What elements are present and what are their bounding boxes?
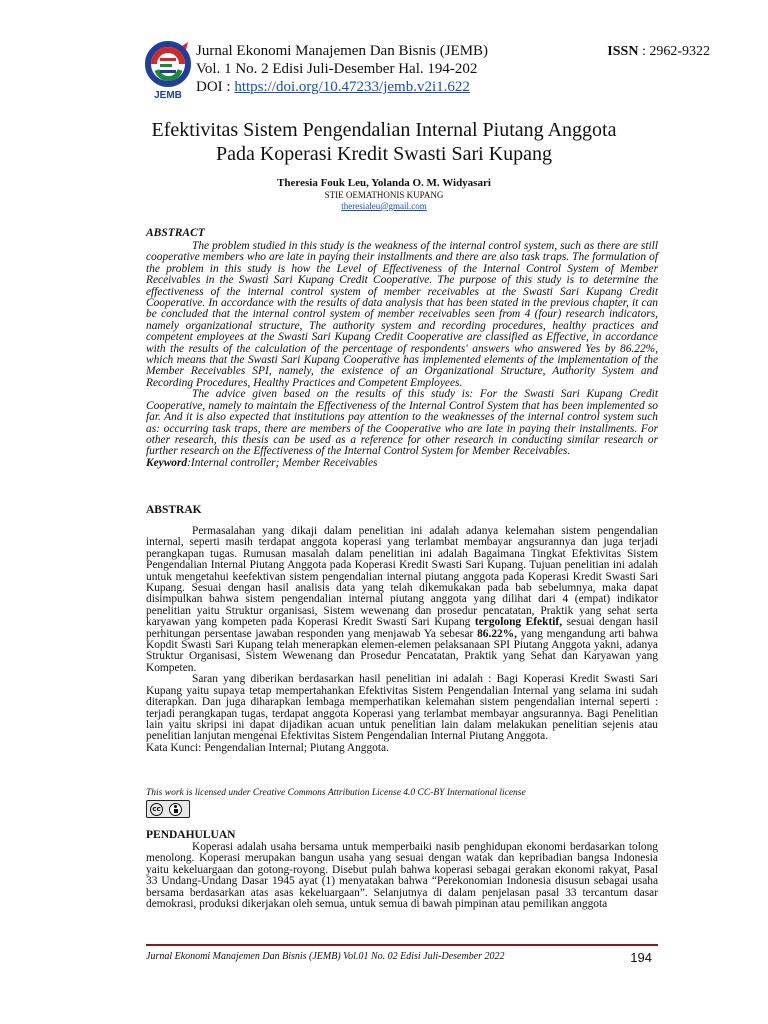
pendahuluan-paragraph-1: Koperasi adalah usaha bersama untuk memperbaiki nasib penghidupan ekonomi berdasarkan tolong menolong. Koperasi merupakan bangun usaha yang sesuai dengan watak dan kepribadian bangsa Indonesia yaitu kekeluargaan dan gotong-royong. Disebut pulah bahwa koperasi sebagai gerakan ekonomi rakyat, Pasal 33 Undang-Undang Dasar 1945 ayat (1) menyatakan bahwa “Perekonomian Indonesia disusun sebagai usaha bersama berdasarkan atas asas kekeluargaan”. Selanjutnya di dalam penjelasan pasal 33 tercantum dasar demokrasi, produksi dikerjakan oleh semua, untuk semua di bawah pimpinan atau pemilikan anggota [146, 841, 658, 911]
abstract-body [146, 241, 658, 469]
abstrak-heading: ABSTRAK [146, 504, 202, 516]
doi-link[interactable]: https://doi.org/10.47233/jemb.v2i1.622 [234, 79, 470, 95]
abstrak-p1-part-c: yang mengandung arti bahwa Kopdit Swasti Sari Kupang telah menerapkan elemen-elemen pelaksanaan SPI Piutang Anggota yakni, adanya Struktur Organisasi, Sistem Wewenang dan Prosedur Pencatatan, Praktik yang Sehat dan Karyawan yang Kompeten. [146, 627, 659, 674]
abstrak-paragraph-2: Saran yang diberikan berdasarkan hasil penelitian ini adalah : Bagi Koperasi Kredit Swasti Sari Kupang yaitu supaya tetap mempertahankan Efektivitas Sistem Pengendalian Internal yang selama ini sudah diterapkan. Dan juga diharapkan lembaga memperhatikan kelemahan sistem pengendalian internal seperti : terjadi perangkapan tugas, terdapat anggota Koperasi yang terlambat membayar angsurannya. Bagi Penelitian lain yaitu skripsi ini dapat dijadikan acuan untuk penelitian lain dalam melakukan penelitian sejenis atau penelitian lanjutan mengenai Efektivitas Sistem Pengendalian Internal Piutang Anggota. [146, 673, 658, 743]
paper-title [100, 118, 668, 166]
logo-text: JEMB [154, 90, 182, 101]
pendahuluan-body [146, 842, 658, 910]
abstrak-paragraph-1 [146, 526, 658, 674]
jemb-logo [144, 40, 192, 102]
abstract-paragraph-1: The problem studied in this study is the weakness of the internal control system, such as there are still cooperative members who are late in paying their installments and there are also task traps. The formulation of the problem in this study is how the Level of Effectiveness of the Internal Control System of Member Receivables in the Swasti Sari Kupang Credit Cooperative. The purpose of this study is to determine the effectiveness of the internal control system of member receivables at the Swasti Sari Kupang Credit Cooperative. In accordance with the results of data analysis that has been stated in the previous chapter, it can be concluded that the internal control system of member receivables seen from 4 (four) research indicators, namely organizational structure, The authority system and recording procedures, healthy practices and competent employees at the Swasti Sari Kupang Credit Cooperative are classified as Effective, in accordance with the results of the calculation of the percentage of respondents' answers who answered Yes by 86.22%, which means that the Swasti Sari Kupang Cooperative has implemented elements of the implementation of the Member Receivables SPI, namely, the existence of an Organizational Structure, Authority System and Recording Procedures, Healthy Practices and Competent Employees. [146, 240, 658, 389]
authors: Theresia Fouk Leu, Yolanda O. M. Widyasari [277, 177, 491, 189]
footer-rule [146, 944, 658, 946]
author-email[interactable] [100, 201, 668, 211]
issn-label: ISSN [607, 44, 639, 59]
abstrak-p1-bold-1: tergolong Efektif, [474, 616, 563, 629]
title-line-2: Pada Koperasi Kredit Swasti Sari Kupang [215, 143, 553, 165]
license-text: This work is licensed under Creative Commons Attribution License 4.0 CC-BY International license [146, 788, 526, 798]
journal-name: Jurnal Ekonomi Manajemen Dan Bisnis (JEMB) [196, 43, 489, 59]
abstrak-keywords: Kata Kunci: Pengendalian Internal; Piutang Anggota. [146, 741, 389, 754]
title-line-1: Efektivitas Sistem Pengendalian Internal Piutang Anggota [151, 119, 617, 141]
affiliation: STIE OEMATHONIS KUPANG [324, 190, 444, 200]
keyword-value: :Internal controller; Member Receivables [187, 456, 378, 469]
abstrak-p1-part-a: Permasalahan yang dikaji dalam penelitian ini adalah adanya kelemahan sistem pengendalian internal, seperti masih terdapat anggota koperasi yang terlambat membayar angsurannya dan juga terjadi perangkapan tugas. Rumusan masalah dalam penelitian ini adalah Bagaimana Tingkat Efektivitas Sistem Pengendalian Internal Piutang Anggota pada Koperasi Kredit Swasti Sari Kupang. Tujuan penelitian ini adalah untuk mengetahui keefektivan sistem pengendalian internal piutang anggota pada Koperasi Kredit Swasti Sari Kupang. Sesuai dengan hasil analisis data yang telah dikemukakan pada bab sebelumnya, maka dapat disimpulkan bahwa sistem pengendalian internal piutang anggota yang dilihat dari 4 (empat) indikator penelitian yaitu Struktur organisasi, Sistem wewenang dan prosedur pencatatan, Praktik yang sehat serta karyawan yang kompeten pada Koperasi Kredit Swasti Sari Kupang [146, 525, 658, 629]
abstrak-body [146, 526, 658, 754]
doi-label: DOI : [196, 79, 231, 95]
email-link[interactable]: theresialeu@gmail.com [341, 201, 427, 211]
abstract-keywords [146, 458, 658, 469]
footer-journal-text: Jurnal Ekonomi Manajemen Dan Bisnis (JEMB) Vol.01 No. 02 Edisi Juli-Desember 2022 [146, 951, 505, 962]
keyword-label: Keyword [146, 456, 188, 469]
pendahuluan-heading: PENDAHULUAN [146, 829, 236, 841]
issn [607, 44, 710, 60]
abstrak-p1-bold-2: 86.22%, [477, 627, 517, 640]
abstract-heading: ABSTRACT [146, 227, 205, 239]
volume-line: Vol. 1 No. 2 Edisi Juli-Desember Hal. 194-202 [196, 61, 478, 77]
issn-value: : 2962-9322 [641, 44, 710, 59]
journal-info [196, 42, 488, 96]
cc-by-badge[interactable] [146, 800, 190, 818]
cc-icon: cc [150, 803, 163, 816]
page-number: 194 [630, 950, 652, 965]
abstrak-p1-part-b: sesuai dengan hasil perhitungan persentase jawaban responden yang menjawab Ya sebesar [146, 616, 658, 640]
abstract-paragraph-2: The advice given based on the results of this study is: For the Swasti Sari Kupang Credit Cooperative, namely to maintain the Effectiveness of the Internal Control System that has been implemented so far. And it is also expected that institutions pay attention to the weaknesses of the internal control system such as: occurring task traps, there are members of the Cooperative who are late in paying their installments. For other research, this thesis can be used as a reference for other research in conducting similar research or further research on the Effectiveness of the Internal Control System for Member Receivables. [146, 388, 658, 458]
doi-line [196, 78, 488, 96]
attribution-icon [169, 803, 182, 816]
